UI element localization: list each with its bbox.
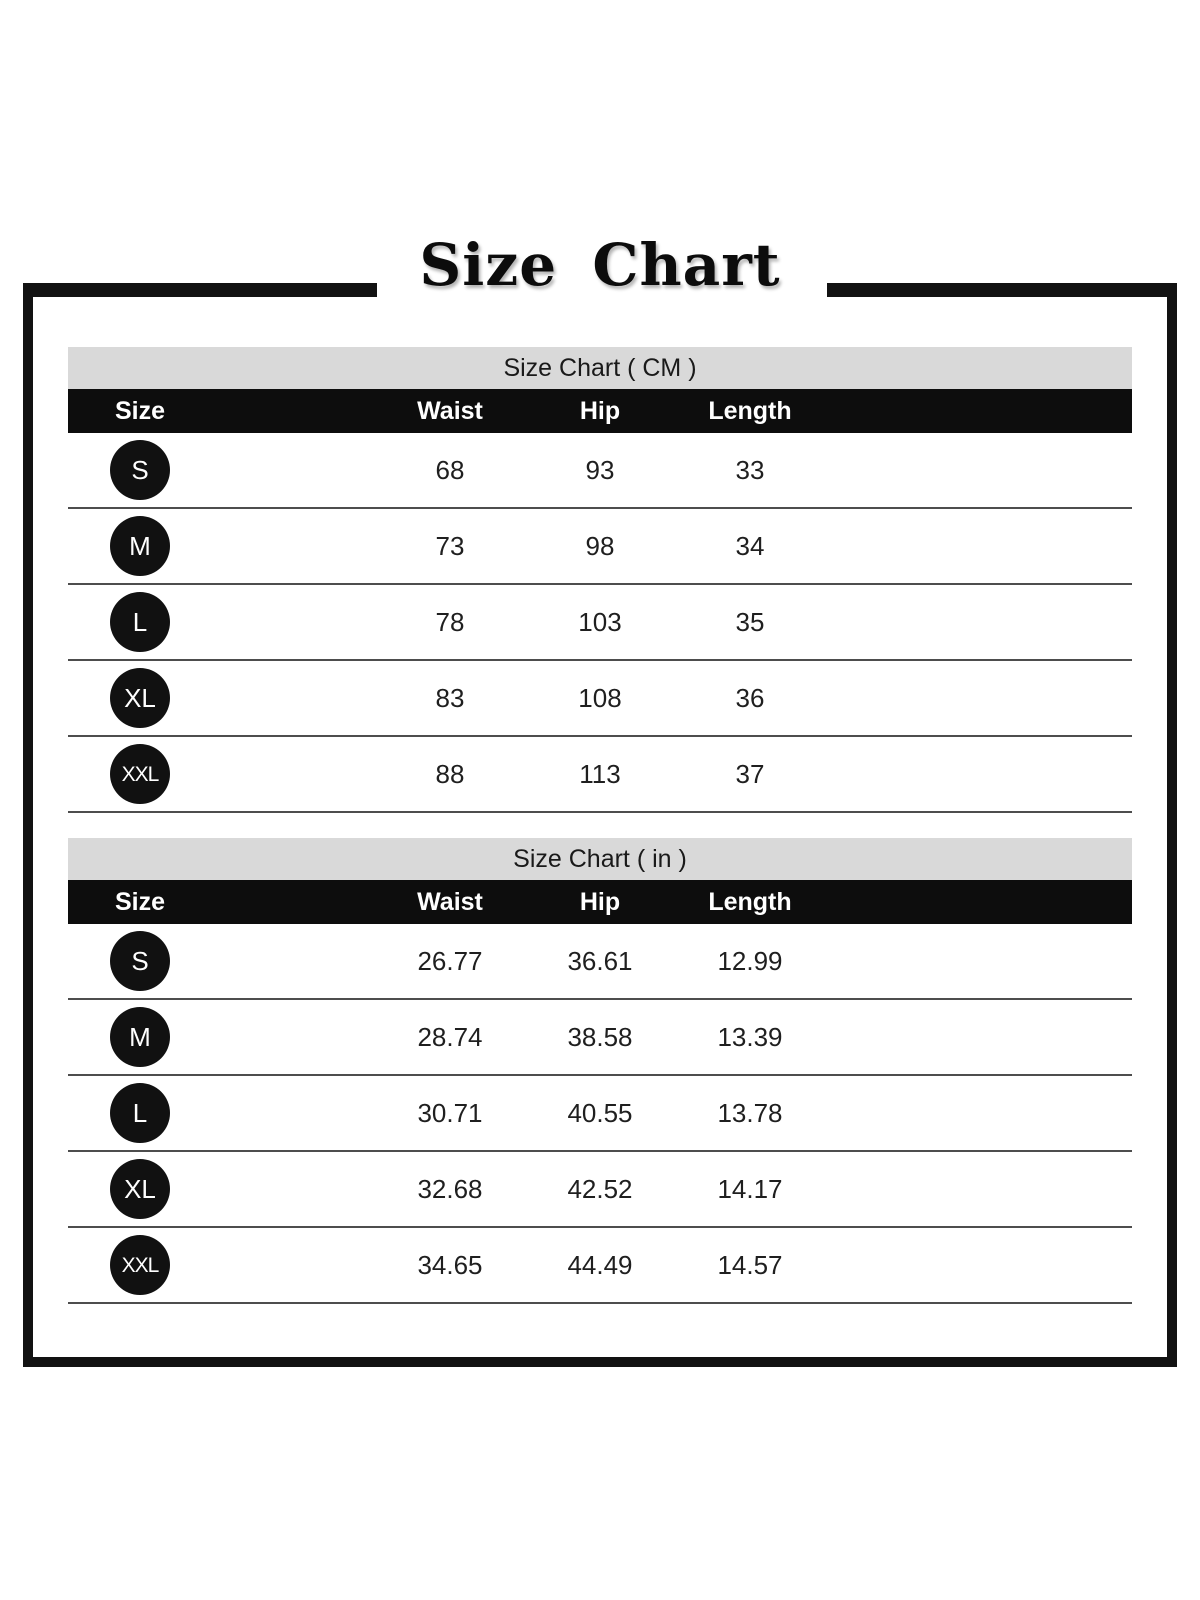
length-value: 35: [735, 606, 765, 637]
hip-value: 40.55: [567, 1097, 633, 1128]
length-value: 37: [735, 758, 765, 789]
waist-value: 34.65: [417, 1249, 483, 1280]
size-badge: S: [110, 440, 170, 500]
table-row: [68, 1000, 1132, 1076]
length-value: 36: [735, 682, 765, 713]
hip-value: 36.61: [567, 945, 633, 976]
hip-value: 108: [578, 682, 622, 713]
column-header-hip: Hip: [579, 396, 621, 425]
waist-value: 26.77: [417, 945, 483, 976]
column-header-waist: Waist: [417, 396, 483, 425]
size-badge: M: [110, 1007, 170, 1067]
size-badge: L: [110, 592, 170, 652]
waist-value: 28.74: [417, 1021, 483, 1052]
length-value: 12.99: [717, 945, 783, 976]
hip-value: 98: [585, 530, 615, 561]
column-header-hip: Hip: [579, 887, 621, 916]
waist-value: 30.71: [417, 1097, 483, 1128]
table-row: [68, 1228, 1132, 1304]
waist-value: 83: [435, 682, 465, 713]
column-header-length: Length: [708, 887, 792, 916]
column-header-size: Size: [114, 396, 166, 425]
table-header-row: [68, 389, 1132, 433]
hip-value: 38.58: [567, 1021, 633, 1052]
waist-value: 32.68: [417, 1173, 483, 1204]
table-header-row: [68, 880, 1132, 924]
hip-value: 42.52: [567, 1173, 633, 1204]
hip-value: 113: [579, 758, 621, 789]
size-badge: XXL: [110, 1235, 170, 1295]
column-header-waist: Waist: [417, 887, 483, 916]
table-row: [68, 924, 1132, 1000]
waist-value: 68: [435, 454, 465, 485]
table-row: [68, 1152, 1132, 1228]
length-value: 33: [735, 454, 765, 485]
length-value: 14.17: [717, 1173, 783, 1204]
table-row: [68, 737, 1132, 813]
waist-value: 88: [435, 758, 465, 789]
length-value: 34: [735, 530, 765, 561]
table-title-in: Size Chart ( in ): [68, 838, 1132, 880]
size-badge: XL: [110, 1159, 170, 1219]
column-header-length: Length: [708, 396, 792, 425]
page-title: Size Chart: [419, 231, 781, 299]
table-row: [68, 1076, 1132, 1152]
waist-value: 73: [435, 530, 465, 561]
table-row: [68, 585, 1132, 661]
hip-value: 103: [578, 606, 622, 637]
table-row: [68, 509, 1132, 585]
waist-value: 78: [435, 606, 465, 637]
size-table-in: [68, 838, 1132, 1304]
hip-value: 93: [585, 454, 615, 485]
size-table-cm: [68, 347, 1132, 813]
size-badge: XL: [110, 668, 170, 728]
length-value: 13.39: [717, 1021, 783, 1052]
table-row: [68, 433, 1132, 509]
table-row: [68, 661, 1132, 737]
size-badge: XXL: [110, 744, 170, 804]
size-badge: S: [110, 931, 170, 991]
column-header-size: Size: [114, 887, 166, 916]
size-badge: L: [110, 1083, 170, 1143]
length-value: 14.57: [717, 1249, 783, 1280]
length-value: 13.78: [717, 1097, 783, 1128]
table-title-cm: Size Chart ( CM ): [68, 347, 1132, 389]
size-badge: M: [110, 516, 170, 576]
hip-value: 44.49: [567, 1249, 633, 1280]
